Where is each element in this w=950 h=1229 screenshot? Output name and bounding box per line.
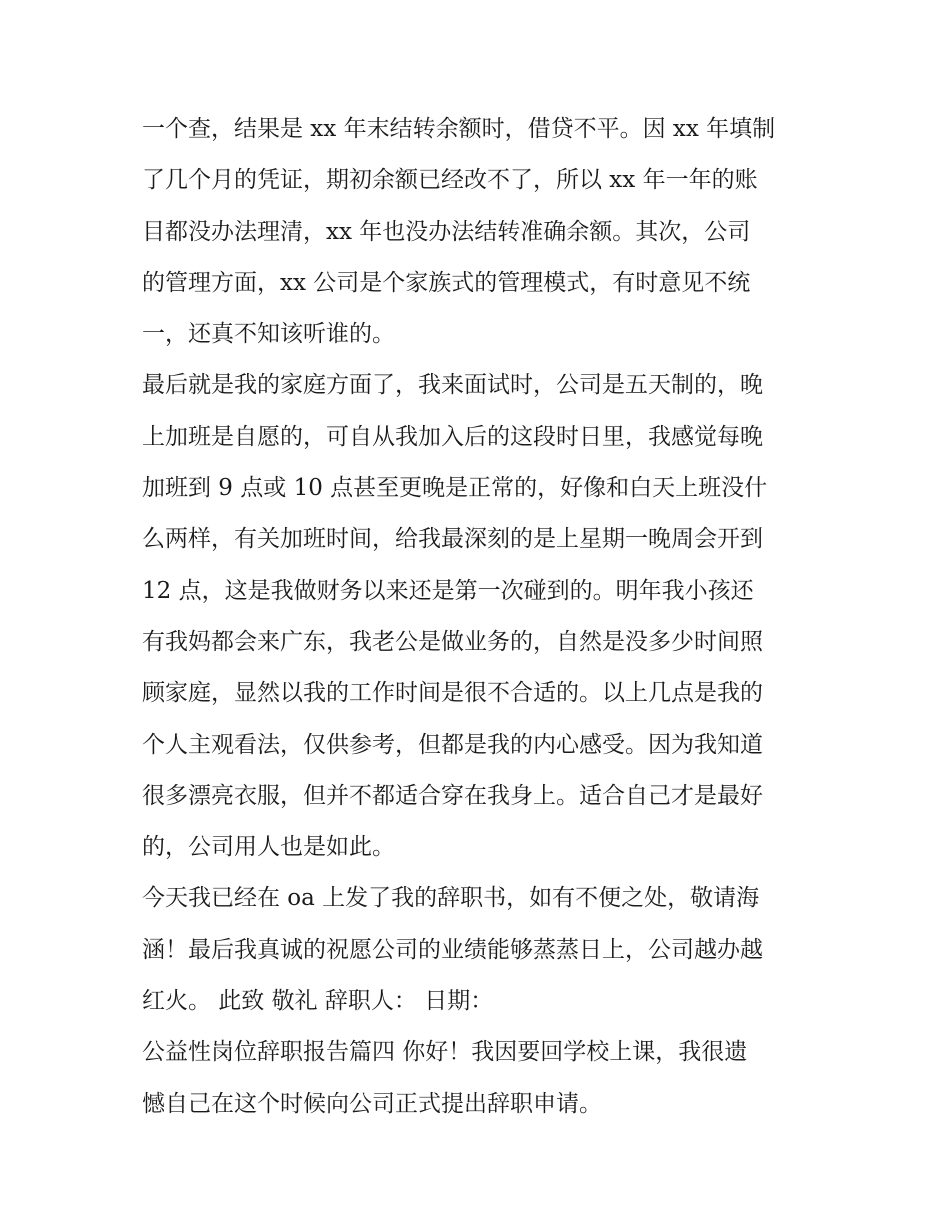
text-line: 一个查，结果是 xx 年末结转余额时，借贷不平。因 xx 年填制 (142, 116, 776, 142)
paragraph-accounting-issues (142, 104, 822, 360)
text-line: 么两样，有关加班时间，给我最深刻的是上星期一晚周会开到 (142, 526, 763, 553)
text-line: 12 点，这是我做财务以来还是第一次碰到的。明年我小孩还 (142, 577, 754, 604)
text-line: 的，公司用人也是如此。 (142, 834, 395, 861)
text-line: 上加班是自愿的，可自从我加入后的这段时日里，我感觉每晚 (142, 423, 763, 450)
text-line: 涵！最后我真诚的祝愿公司的业绩能够蒸蒸日上，公司越办越 (142, 936, 763, 963)
text-line: 有我妈都会来广东，我老公是做业务的，自然是没多少时间照 (142, 628, 763, 655)
text-line: 的管理方面，xx 公司是个家族式的管理模式，有时意见不统 (142, 269, 751, 296)
text-line: 目都没办法理清，xx 年也没办法结转准确余额。其次，公司 (142, 218, 751, 245)
paragraph-report-four (142, 1027, 822, 1130)
text-line: 最后就是我的家庭方面了，我来面试时，公司是五天制的，晚 (142, 372, 763, 399)
text-line: 红火。 此致 敬礼 辞职人： 日期： (142, 988, 494, 1015)
text-line: 一，还真不知该听谁的。 (142, 321, 395, 348)
text-line: 加班到 9 点或 10 点甚至更晚是正常的，好像和白天上班没什 (142, 475, 768, 502)
document-body (142, 104, 822, 1130)
paragraph-closing (142, 873, 822, 1027)
text-line: 今天我已经在 oa 上发了我的辞职书，如有不便之处，敬请海 (142, 885, 760, 912)
text-line: 憾自己在这个时候向公司正式提出辞职申请。 (142, 1090, 602, 1117)
text-line: 很多漂亮衣服，但并不都适合穿在我身上。适合自己才是最好 (142, 782, 763, 809)
text-line: 顾家庭，显然以我的工作时间是很不合适的。以上几点是我的 (142, 680, 763, 707)
paragraph-family-reasons (142, 360, 822, 873)
text-line: 了几个月的凭证，期初余额已经改不了，所以 xx 年一年的账 (142, 167, 758, 194)
text-line: 个人主观看法，仅供参考，但都是我的内心感受。因为我知道 (142, 731, 763, 758)
text-line: 公益性岗位辞职报告篇四 你好！我因要回学校上课，我很遗 (142, 1039, 748, 1066)
